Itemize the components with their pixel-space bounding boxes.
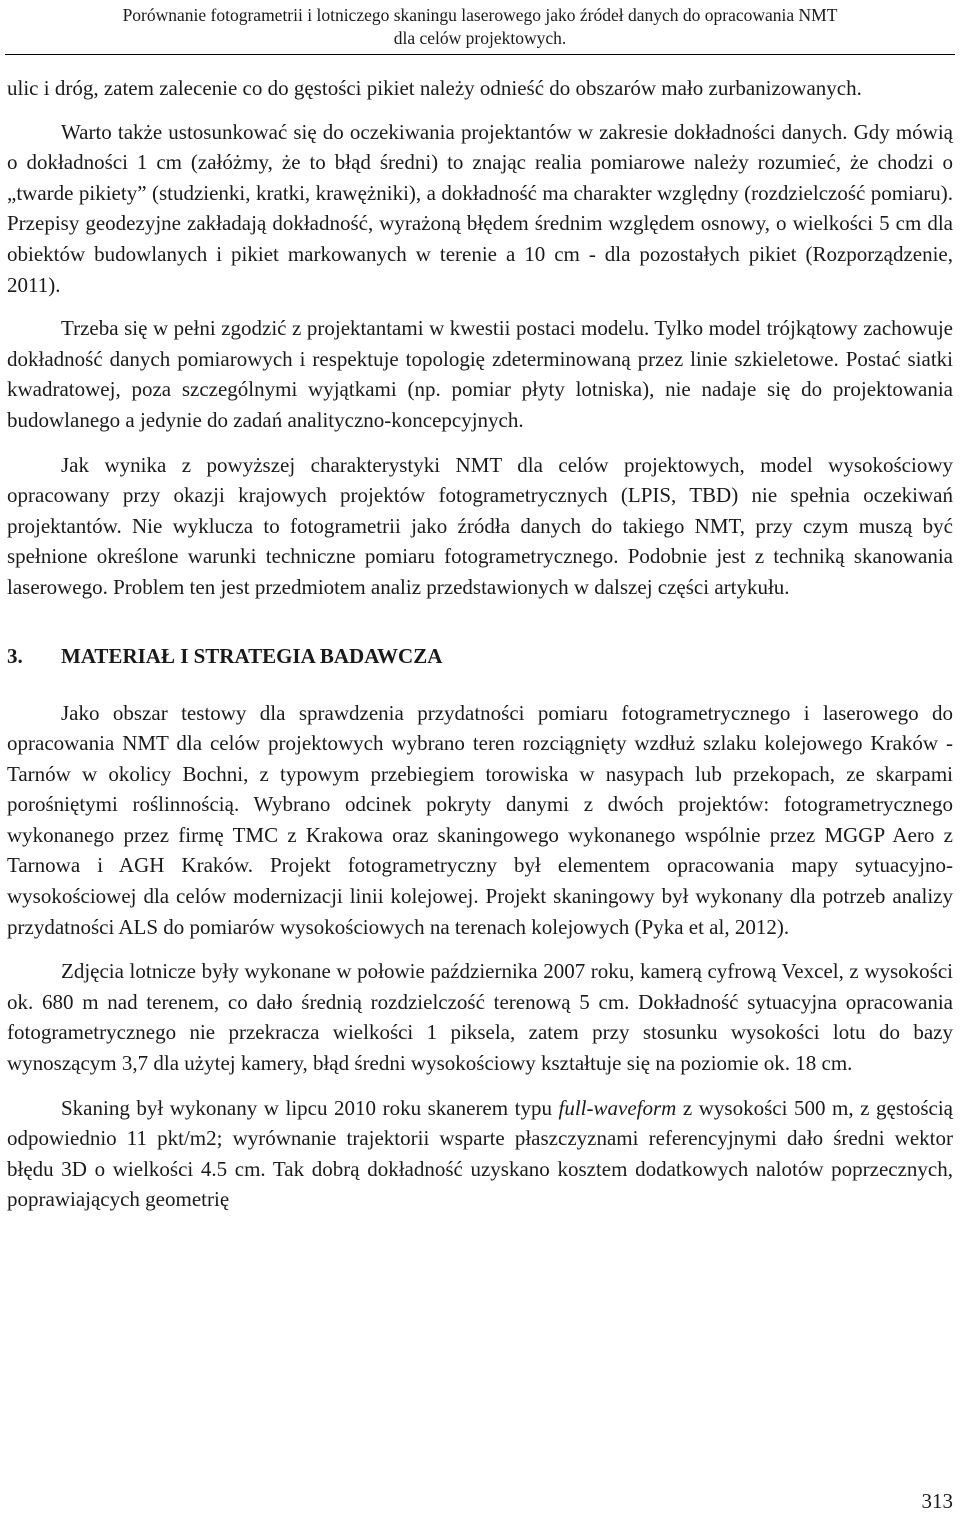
paragraph: Jak wynika z powyższej charakterystyki NMT dla celów projektowych, model wysokościowy opracowany przy okazji krajowych projektów fotogrametrycznych (LPIS, TBD) nie spełnia oczekiwań projektantów. Nie wyklucza to fotogrametrii jako źródła danych do takiego NMT, przy czym muszą być spełnione określone warunki techniczne pomiaru fotogrametrycznego. Podobnie jest z techniką skanowania laserowego. Problem ten jest przedmiotem analiz przedstawionych w dalszej części artykułu. bbox=[7, 452, 953, 599]
paragraph: Trzeba się w pełni zgodzić z projektantami w kwestii postaci modelu. Tylko model trójkątowy zachowuje dokładność danych pomiarowych i respektuje topologię zdeterminowaną przez linie szkieletowe. Postać siatki kwadratowej, poza szczególnymi wyjątkami (np. pomiar płyty lotniska), nie nadaje się do projektowania budowlanego a jedynie do zadań analityczno-koncepcyjnych. bbox=[7, 316, 953, 432]
section-number: 3. bbox=[7, 643, 23, 668]
section-heading bbox=[7, 641, 953, 671]
italic-term: full-waveform bbox=[558, 1095, 677, 1120]
paragraph-continuation: ulic i dróg, zatem zalecenie co do gęstości pikiet należy odnieść do obszarów mało zurbanizowanych. bbox=[7, 76, 862, 100]
paragraph: Jako obszar testowy dla sprawdzenia przydatności pomiaru fotogrametrycznego i laserowego do opracowania NMT dla celów projektowych wybrano teren rozciągnięty wzdłuż szlaku kolejowego Kraków -Tarnów w okolicy Bochni, z typowym przebiegiem torowiska w nasypach lub przekopach, ze skarpami porośniętymi roślinnością. Wybrano odcinek pokryty danymi z dwóch projektów: fotogrametrycznego wykonanego przez firmę TMC z Krakowa oraz skaningowego wykonanego wspólnie przez MGGP Aero z Tarnowa i AGH Kraków. Projekt fotogrametryczny był elementem opracowania mapy sytuacyjno-wysokościowej dla celów modernizacji linii kolejowej. Projekt skaningowy był wykonany dla potrzeb analizy przydatności ALS do pomiarów wysokościowych na terenach kolejowych (Pyka et al, 2012). bbox=[7, 700, 953, 939]
section-title: MATERIAŁ I STRATEGIA BADAWCZA bbox=[61, 643, 443, 668]
paragraph-text: Skaning był wykonany w lipcu 2010 roku skanerem typu bbox=[61, 1095, 559, 1120]
page-number: 313 bbox=[921, 1489, 953, 1513]
header-rule bbox=[5, 54, 955, 55]
paragraph bbox=[7, 1093, 953, 1215]
paragraph-text: z wysokości 500 m, z gęstością odpowiednio 11 pkt/m2; wyrównanie trajektorii wsparte płaszczyznami referencyjnymi dało średni wektor błędu 3D o wielkości 4.5 cm. Tak dobrą dokładność uzyskano kosztem dodatkowych nalotów poprzecznych, poprawiających geometrię bbox=[7, 1095, 953, 1212]
running-header bbox=[40, 4, 920, 50]
paragraph: Zdjęcia lotnicze były wykonane w połowie października 2007 roku, kamerą cyfrową Vexcel, z wysokości ok. 680 m nad terenem, co dało średnią rozdzielczość terenową 5 cm. Dokładność sytuacyjna opracowania fotogrametrycznego nie przekracza wielkości 1 piksela, zatem przy stosunku wysokości lotu do bazy wynoszącym 3,7 dla użytej kamery, błąd średni wysokościowy kształtuje się na poziomie ok. 18 cm. bbox=[7, 959, 953, 1076]
body-text bbox=[7, 73, 953, 1215]
paragraph: Warto także ustosunkować się do oczekiwania projektantów w zakresie dokładności danych. Gdy mówią o dokładności 1 cm (załóżmy, że to błąd średni) to znając realia pomiarowe należy rozumieć, że chodzi o „twarde pikiety” (studzienki, kratki, krawężniki), a dokładność ma charakter względny (rozdzielczość pomiaru). Przepisy geodezyjne zakładają dokładność, wyrażoną błędem średnim względem osnowy, o wielkości 5 cm dla obiektów budowlanych i pikiet markowanych w terenie a 10 cm - dla pozostałych pikiet (Rozporządzenie, 2011). bbox=[7, 119, 953, 297]
running-header-line-2: dla celów projektowych. bbox=[393, 28, 567, 48]
running-header-line-1: Porównanie fotogrametrii i lotniczego skaningu laserowego jako źródeł danych do opracowania NMT bbox=[122, 5, 838, 25]
